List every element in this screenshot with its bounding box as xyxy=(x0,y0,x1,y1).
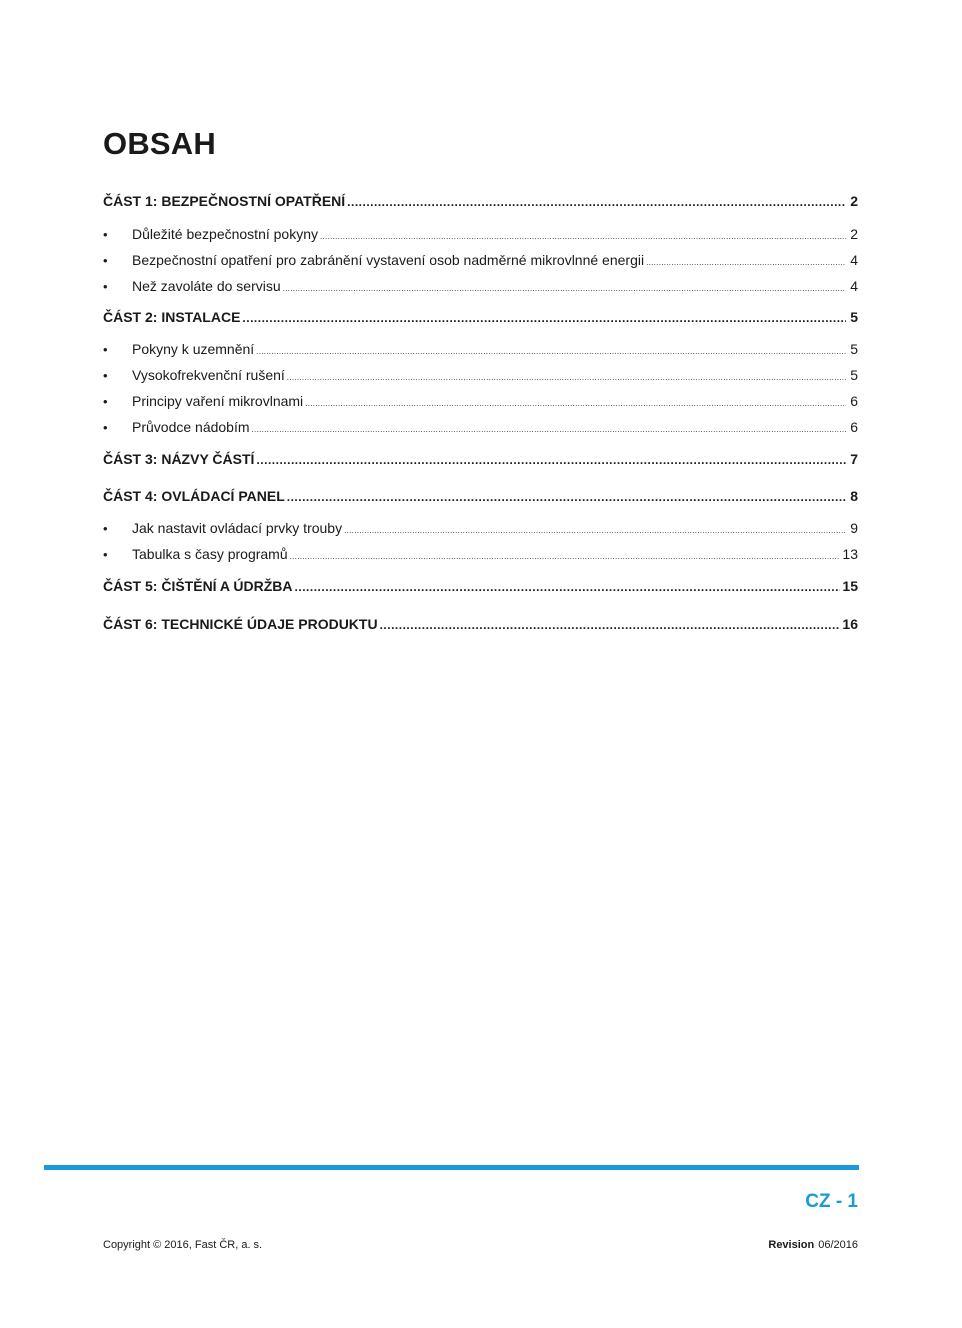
toc-item-grounding[interactable] xyxy=(103,341,858,357)
revision-value: 06/2016 xyxy=(818,1239,858,1251)
toc-item-cookware-guide[interactable] xyxy=(103,419,858,435)
toc-item-safety-instructions[interactable] xyxy=(103,226,858,242)
toc-leader xyxy=(242,312,846,324)
toc-item-microwave-exposure[interactable] xyxy=(103,252,858,268)
toc-leader xyxy=(256,454,846,466)
toc-page: 5 xyxy=(850,367,858,383)
toc-leader xyxy=(380,619,841,631)
toc-label: Bezpečnostní opatření pro zabránění vystavení osob nadměrné mikrovlnné energii xyxy=(132,252,645,268)
toc-page: 9 xyxy=(850,520,858,536)
toc-leader xyxy=(344,527,846,535)
bullet: • xyxy=(103,253,108,268)
toc-leader xyxy=(287,374,846,382)
toc-label: Principy vaření mikrovlnami xyxy=(132,393,304,409)
toc-leader xyxy=(252,426,846,434)
copyright-notice: Copyright © 2016, Fast ČR, a. s. xyxy=(103,1239,263,1251)
toc-item-cooking-principles[interactable] xyxy=(103,393,858,409)
bullet: • xyxy=(103,521,108,536)
toc-page: 4 xyxy=(850,252,858,268)
toc-page: 5 xyxy=(850,309,858,325)
bullet: • xyxy=(103,279,108,294)
toc-label: Pokyny k uzemnění xyxy=(132,341,255,357)
footer-divider xyxy=(44,1165,859,1170)
toc-item-oven-controls[interactable] xyxy=(103,520,858,536)
toc-page: 6 xyxy=(850,419,858,435)
toc-leader xyxy=(290,553,841,561)
toc-leader xyxy=(347,196,846,208)
toc-page: 15 xyxy=(842,578,858,594)
toc-page: 13 xyxy=(842,546,858,562)
toc-leader xyxy=(305,400,846,408)
toc-leader xyxy=(287,491,846,503)
revision-info xyxy=(768,1239,858,1251)
toc-label: Než zavoláte do servisu xyxy=(132,278,281,294)
toc-leader xyxy=(320,233,846,241)
toc-page: 6 xyxy=(850,393,858,409)
toc-item-before-service[interactable] xyxy=(103,278,858,294)
toc-leader xyxy=(646,259,846,267)
toc-label: Jak nastavit ovládací prvky trouby xyxy=(132,520,343,536)
toc-item-program-times[interactable] xyxy=(103,546,858,562)
toc-page: 8 xyxy=(850,488,858,504)
toc-label: Průvodce nádobím xyxy=(132,419,250,435)
toc-label: Vysokofrekvenční rušení xyxy=(132,367,285,383)
toc-label: ČÁST 3: NÁZVY ČÁSTÍ xyxy=(103,451,255,467)
toc-page: 5 xyxy=(850,341,858,357)
toc-label: ČÁST 6: TECHNICKÉ ÚDAJE PRODUKTU xyxy=(103,616,378,632)
toc-label: ČÁST 5: ČIŠTĚNÍ A ÚDRŽBA xyxy=(103,578,293,594)
toc-label: ČÁST 1: BEZPEČNOSTNÍ OPATŘENÍ xyxy=(103,193,346,209)
toc-page: 4 xyxy=(850,278,858,294)
toc-item-interference[interactable] xyxy=(103,367,858,383)
toc-page: 2 xyxy=(850,193,858,209)
toc-section-5[interactable] xyxy=(103,578,858,594)
toc-leader xyxy=(283,285,846,293)
toc-section-3[interactable] xyxy=(103,451,858,467)
toc-section-4[interactable] xyxy=(103,488,858,504)
toc-page: 7 xyxy=(850,451,858,467)
bullet: • xyxy=(103,342,108,357)
revision-label: Revision xyxy=(768,1239,815,1251)
toc-label: ČÁST 4: OVLÁDACÍ PANEL xyxy=(103,488,285,504)
toc-section-2[interactable] xyxy=(103,309,858,325)
page-title: OBSAH xyxy=(103,126,216,161)
bullet: • xyxy=(103,394,108,409)
bullet: • xyxy=(103,368,108,383)
bullet: • xyxy=(103,547,108,562)
toc-label: ČÁST 2: INSTALACE xyxy=(103,309,241,325)
page-number: CZ - 1 xyxy=(805,1191,858,1212)
toc-page: 2 xyxy=(850,226,858,242)
toc-leader xyxy=(256,348,846,356)
toc-label: Tabulka s časy programů xyxy=(132,546,288,562)
toc-label: Důležité bezpečnostní pokyny xyxy=(132,226,318,242)
toc-section-1[interactable] xyxy=(103,193,858,209)
toc-section-6[interactable] xyxy=(103,616,858,632)
table-of-contents xyxy=(103,0,858,640)
toc-leader xyxy=(295,581,841,593)
bullet: • xyxy=(103,420,108,435)
bullet: • xyxy=(103,227,108,242)
toc-page: 16 xyxy=(842,616,858,632)
